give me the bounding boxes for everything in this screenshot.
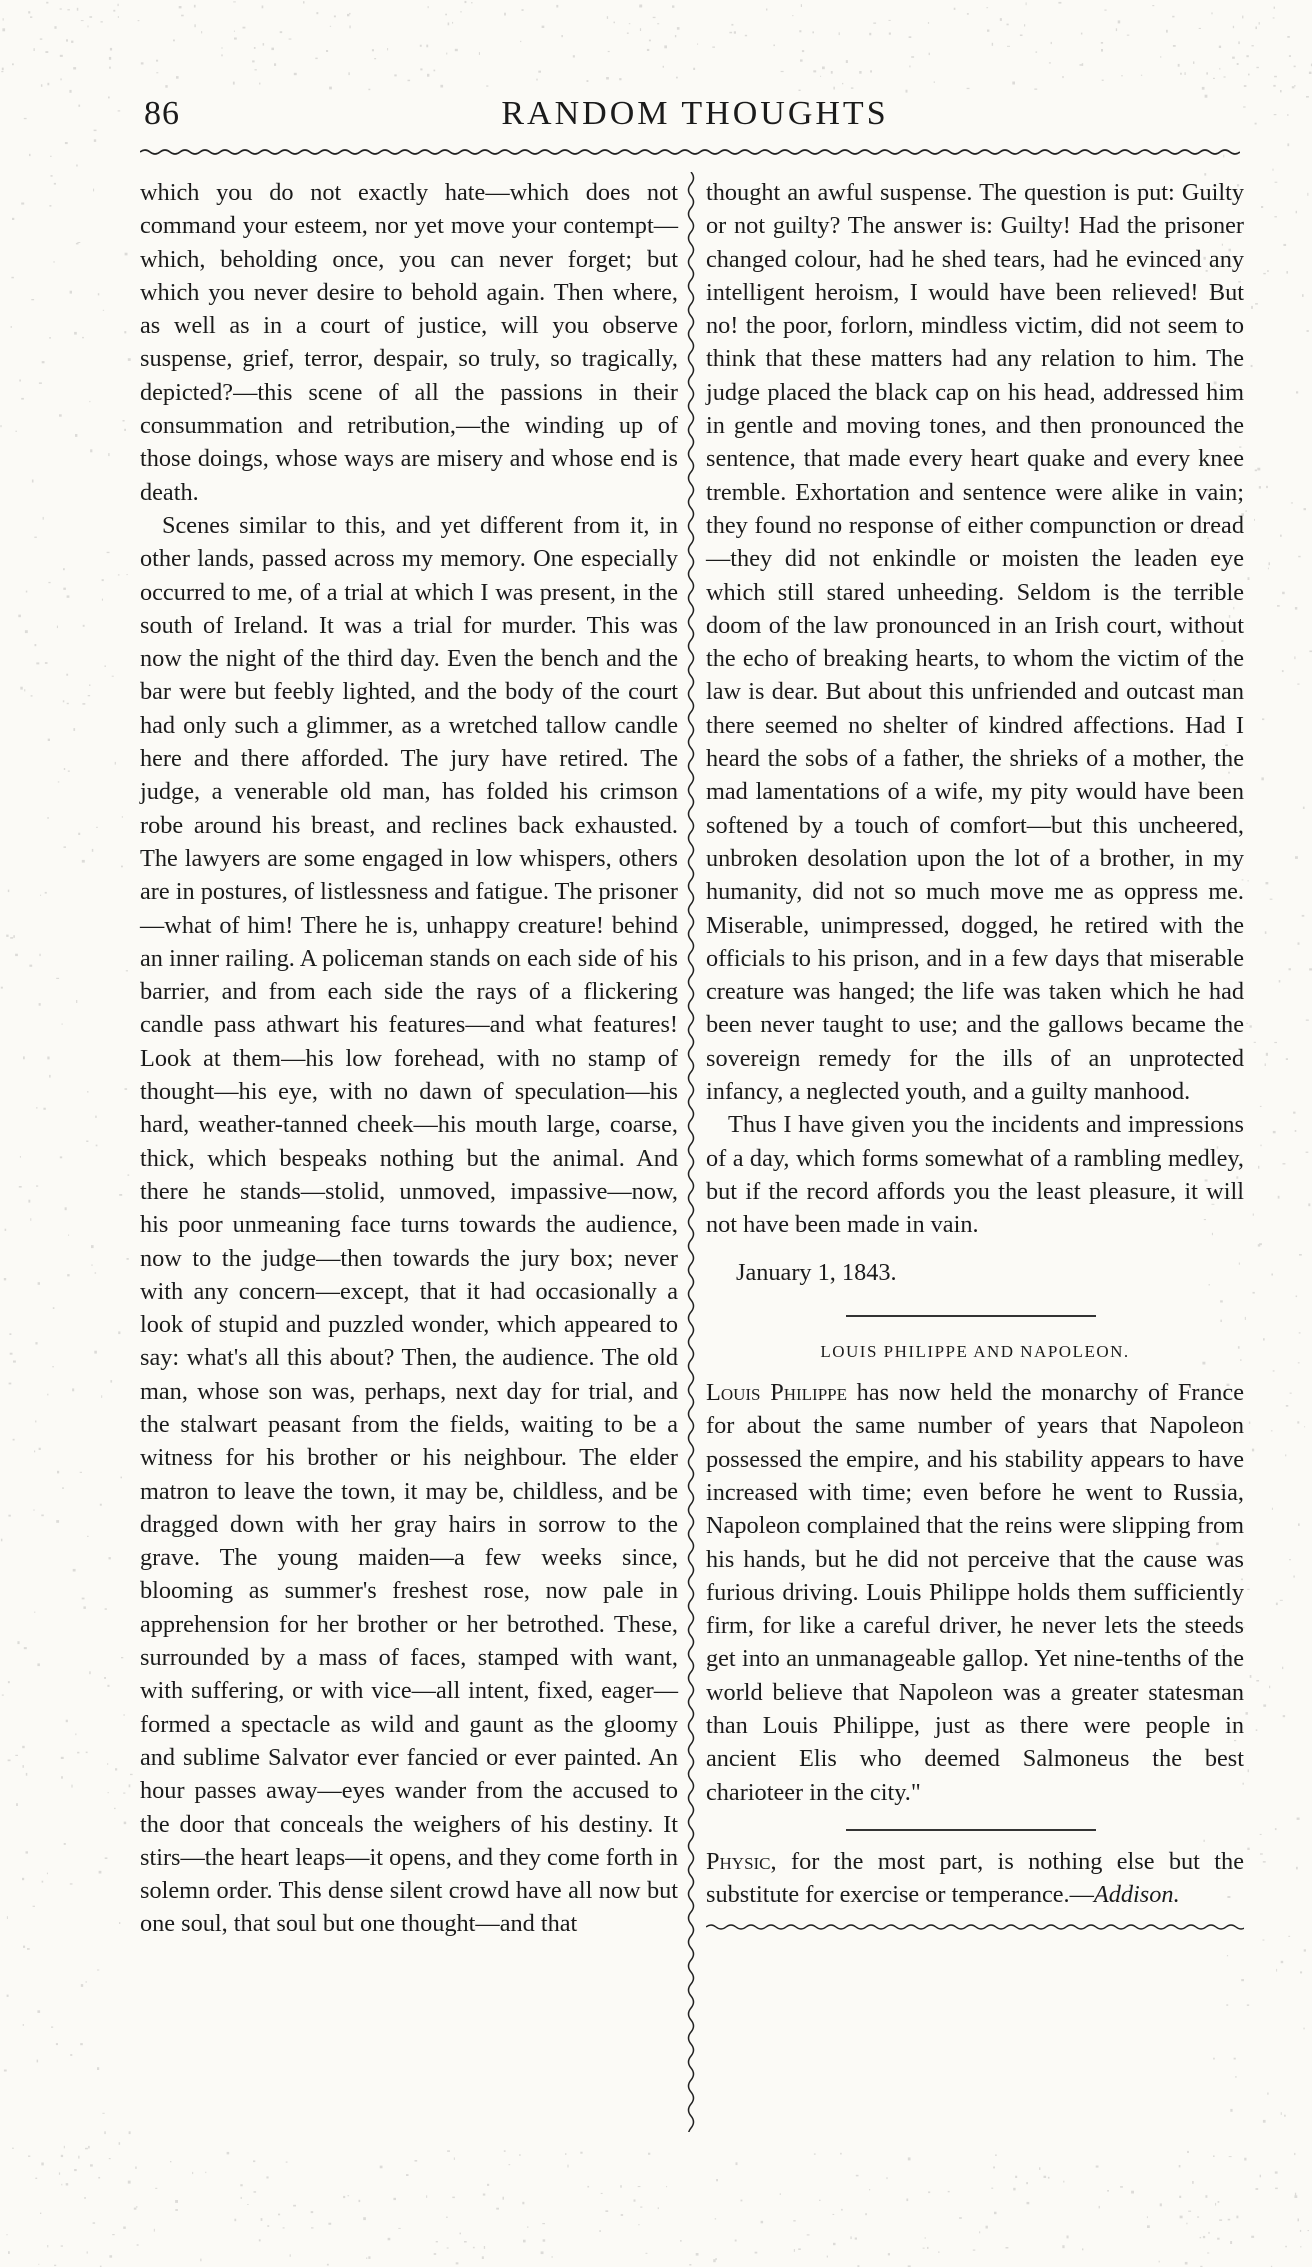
- article-lead-words: Louis Philippe: [706, 1379, 847, 1407]
- quote-lead-word: Physic,: [706, 1847, 777, 1875]
- running-title: RANDOM THOUGHTS: [501, 95, 889, 132]
- header-wavy-rule: [140, 148, 1240, 156]
- article-paragraph: [706, 1376, 1244, 1809]
- quote-body: for the most part, is nothing else but the substitute for exercise or temperance.—: [706, 1847, 1244, 1909]
- right-paragraph-1: thought an awful suspense. The question is put: Guilty or not guilty? The answer is: Guilty! Had the prisoner changed colour, had he shed tears, had he evinced any intelligent heroism, I would have been relieved! But no! the poor, forlorn, mindless victim, did not seem to think that these matters had any relation to him. The judge placed the black cap on his head, addressed him in gentle and moving tones, and then pronounced the sentence, that made every heart quake and every knee tremble. Exhortation and sentence were alike in vain; they found no response of either compunction or dread—they did not enkindle or moisten the leaden eye which still stared unheeding. Seldom is the terrible doom of the law pronounced in an Irish court, without the echo of breaking hearts, to whom the victim of the law is dear. But about this unfriended and outcast man there seemed no shelter of kindred affections. Had I heard the sobs of a father, the shrieks of a mother, the mad lamentations of a wife, my pity would have been softened by a touch of comfort—but this uncheered, unbroken desolation upon the lot of a brother, in my humanity, did not so much move me as oppress me. Miserable, unimpressed, dogged, he retired with the officials to his prison, and in a few days that miserable creature was hanged; the life was taken which he had been never taught to use; and the gallows became the sovereign remedy for the ills of an unprotected infancy, a neglected youth, and a guilty manhood.: [706, 179, 1244, 1106]
- page-header: [140, 95, 1250, 145]
- quote-paragraph: [706, 1845, 1244, 1912]
- left-paragraph-2: Scenes similar to this, and yet different from it, in other lands, passed across my memory. One especially occurred to me, of a trial at which I was present, in the south of Ireland. It was a trial for murder. This was now the night of the third day. Even the bench and the bar were but feebly lighted, and the body of the court had only such a glimmer, as a wretched tallow candle here and there afforded. The jury have retired. The judge, a venerable old man, has folded his crimson robe around his breast, and reclines back exhausted. The lawyers are some engaged in low whispers, others are in postures, of listlessness and fatigue. The prisoner—what of him! There he is, unhappy creature! behind an inner railing. A policeman stands on each side of his barrier, and from each side the rays of a flickering candle pass athwart his features—and what features! Look at them—his low forehead, with no stamp of thought—his eye, with no dawn of speculation—his hard, weather-tanned cheek—his mouth large, coarse, thick, which bespeaks nothing but the animal. And there he stands—stolid, unmoved, impassive—now, his poor unmeaning face turns towards the audience, now to the judge—then towards the jury box; never with any concern—except, that it had occasionally a look of stupid and puzzled wonder, which appeared to say: what's all this about? Then, the audience. The old man, whose son was, perhaps, next day for trial, and the stalwart peasant from the fields, waiting to be a witness for his brother or his neighbour. The elder matron to leave the town, it may be, childless, and be dragged down with her gray hairs in sorrow to the grave. The young maiden—a few weeks since, blooming as summer's freshest rose, now pale in apprehension for her brother or her betrothed. These, surrounded by a mass of faces, stamped with want, with suffering, or with vice—all intent, fixed, eager—formed a spectacle as wild and gaunt as the gloomy and sublime Salvator ever fancied or ever painted. An hour passes away—eyes wander from the accused to the door that conceals the weighers of his destiny. It stirs—the heart leaps—it opens, and they come forth in solemn order. This dense silent crowd have all now but one soul, that soul but one thought—and that: [140, 511, 679, 1938]
- right-column: [706, 176, 1244, 1932]
- right-paragraph-2: Thus I have given you the incidents and impressions of a day, which forms somewhat of a rambling medley, but if the record affords you the least pleasure, it will not have been made in vain.: [706, 1111, 1244, 1239]
- section-rule-1: [846, 1315, 1096, 1317]
- bottom-wavy-rule: [706, 1922, 1244, 1932]
- article-title: LOUIS PHILIPPE AND NAPOLEON.: [820, 1341, 1130, 1361]
- quote-author: Addison.: [1093, 1881, 1180, 1909]
- article-body: has now held the monarchy of France for about the same number of years that Napoleon possessed the empire, and his stability appears to have increased with time; even before he went to Russia, Napoleon complained that the reins were slipping from his hands, but he did not perceive that the cause was furious driving. Louis Philippe holds them sufficiently firm, for like a careful driver, he never lets the steeds get into an unmanageable gallop. Yet nine-tenths of the world believe that Napoleon was a greater statesman than Louis Philippe, just as there were people in ancient Elis who deemed Salmoneus the best charioteer in the city.": [706, 1379, 1244, 1806]
- section-rule-2: [846, 1829, 1096, 1831]
- letter-date: January 1, 1843.: [736, 1258, 897, 1286]
- left-column: [140, 176, 678, 1941]
- left-paragraph-1: which you do not exactly hate—which does not command your esteem, nor yet move your contempt—which, beholding once, you can never forget; but which you never desire to behold again. Then where, as well as in a court of justice, will you observe suspense, grief, terror, despair, so truly, so tragically, depicted?—this scene of all the passions in their consummation and retribution,—the winding up of those doings, whose ways are misery and whose end is death.: [140, 179, 678, 506]
- column-divider-wavy: [684, 172, 698, 2132]
- page-number: 86: [144, 95, 180, 132]
